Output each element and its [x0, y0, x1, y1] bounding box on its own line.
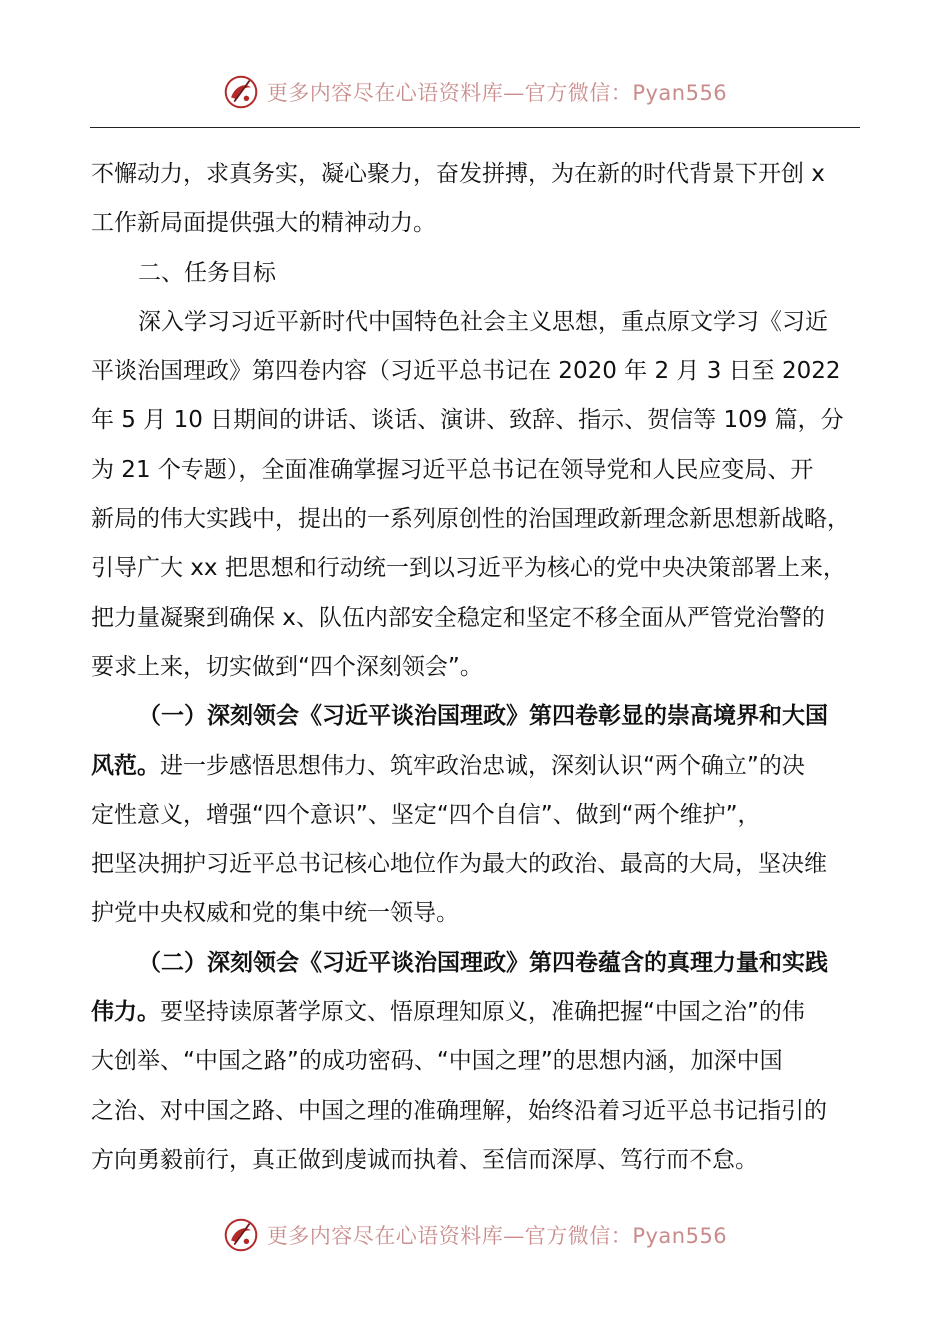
watermark-text: 更多内容尽在心语资料库—官方微信：Pyan556 [266, 1224, 728, 1248]
text-line: 风范。进一步感悟思想伟力、筑牢政治忠诚，深刻认识“两个确立”的决 [91, 752, 805, 779]
text-line: 平谈治国理政》第四卷内容（习近平总书记在 2020 年 2 月 3 日至 2022 [91, 358, 841, 385]
text-line: 大创举、“中国之路”的成功密码、“中国之理”的思想内涵，加深中国 [91, 1048, 783, 1075]
text-line: 引导广大 xx 把思想和行动统一到以习近平为核心的党中央决策部署上来， [91, 555, 846, 582]
text-line: 年 5 月 10 日期间的讲话、谈话、演讲、致辞、指示、贺信等 109 篇，分 [91, 407, 844, 434]
wechat-id: Pyan556 [632, 1224, 728, 1248]
text-line: 为 21 个专题），全面准确掌握习近平总书记在领导党和人民应变局、开 [91, 456, 814, 483]
text-line: 方向勇毅前行，真正做到虔诚而执着、至信而深厚、笃行而不怠。 [91, 1146, 758, 1173]
text-line: 护党中央权威和党的集中统一领导。 [91, 900, 459, 927]
text-line: 要求上来，切实做到“四个深刻领会”。 [91, 653, 483, 680]
wechat-id: Pyan556 [632, 81, 728, 105]
text-line: 深入学习习近平新时代中国特色社会主义思想，重点原文学习《习近 [138, 308, 828, 335]
subsection-heading-1: （一）深刻领会《习近平谈治国理政》第四卷彰显的崇高境界和大国 [138, 703, 828, 730]
footer-watermark [0, 1213, 950, 1257]
subsection-heading-1-tail: 风范。 [91, 752, 160, 779]
brand-logo-icon [223, 74, 259, 110]
text-line: 工作新局面提供强大的精神动力。 [91, 210, 436, 237]
brand-logo-icon [223, 1217, 259, 1253]
text-line: 伟力。要坚持读原著学原文、悟原理知原义，准确把握“中国之治”的伟 [91, 999, 805, 1026]
section-heading: 二、任务目标 [138, 259, 276, 286]
header-divider [90, 127, 860, 128]
subsection-heading-2-tail: 伟力。 [91, 999, 160, 1026]
header-watermark [0, 70, 950, 114]
text-line: 不懈动力，求真务实，凝心聚力，奋发拼搏，为在新的时代背景下开创 x [91, 161, 825, 187]
watermark-text: 更多内容尽在心语资料库—官方微信：Pyan556 [266, 81, 728, 105]
subsection-heading-2: （二）深刻领会《习近平谈治国理政》第四卷蕴含的真理力量和实践 [138, 949, 828, 976]
document-body [91, 150, 861, 1185]
text-line: 之治、对中国之路、中国之理的准确理解，始终沿着习近平总书记指引的 [91, 1097, 827, 1124]
text-line: 定性意义，增强“四个意识”、坚定“四个自信”、做到“两个维护”， [91, 801, 761, 828]
text-line: 把力量凝聚到确保 x、队伍内部安全稳定和坚定不移全面从严管党治警的 [91, 604, 825, 631]
text-line: 把坚决拥护习近平总书记核心地位作为最大的政治、最高的大局，坚决维 [91, 851, 827, 878]
text-line: 新局的伟大实践中，提出的一系列原创性的治国理政新理念新思想新战略， [91, 506, 850, 533]
